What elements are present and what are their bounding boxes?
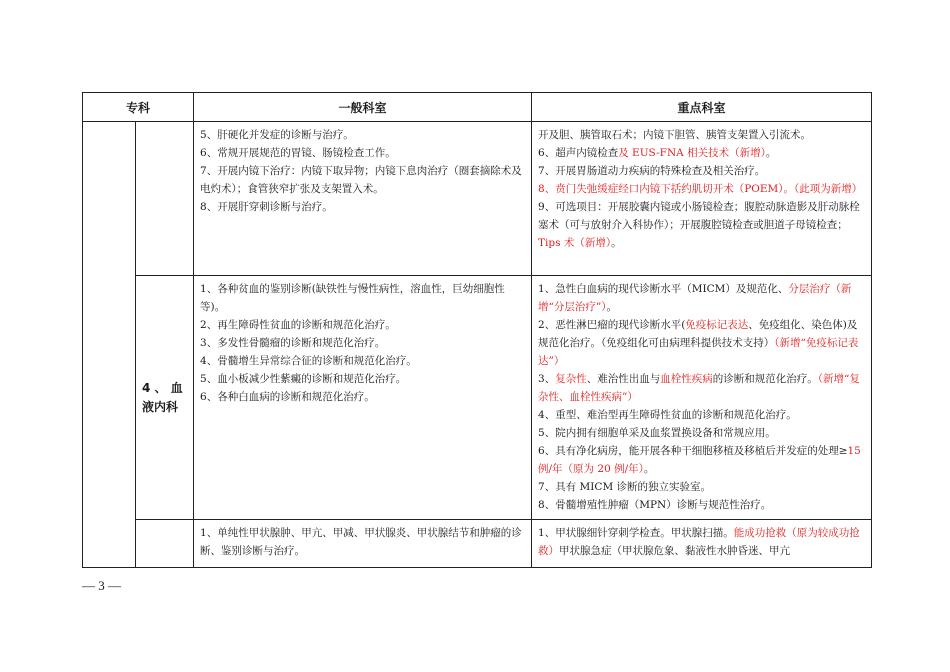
new-change-text: （新增“免疫标记表达”）: [538, 337, 859, 367]
item-text: 。: [765, 147, 777, 159]
page-number: — 3 —: [82, 578, 121, 593]
general-item: 2、再生障碍性贫血的诊断和规范化治疗。: [200, 319, 396, 331]
item-text: 2、恶性淋巴瘤的现代诊断水平(: [538, 319, 686, 331]
specialty-hematology: [136, 276, 194, 520]
key-item: [538, 126, 865, 144]
specialty-label-line1: 4 、 血: [142, 380, 183, 395]
new-change-text: 分层治疗（新增“分层治疗”）: [538, 283, 852, 313]
general-item: 1、各种贫血的鉴别诊断(缺铁性与慢性病性，溶血性，巨幼细胞性等)。: [200, 283, 505, 313]
item-text: 8、骨髓增殖性肿瘤（MPN）诊断与规范性治疗。: [538, 499, 772, 511]
table-header-row: [83, 93, 872, 122]
new-change-text: 能成功抢救（原为较成功抢救）: [538, 527, 860, 557]
item-text: 7、具有 MICM 诊断的独立实验室。: [538, 481, 712, 493]
key-item: [538, 496, 865, 514]
general-cell: [194, 276, 532, 520]
key-item: [538, 442, 865, 478]
item-text: 1、急性白血病的现代诊断水平（MICM）及规范化、: [538, 283, 789, 295]
new-change-text: 及 EUS-FNA 相关技术（新增）: [618, 147, 766, 159]
new-change-text: 8、贲门失弛缓症经口内镜下括约肌切开术（POEM）。（此项为新增）: [538, 183, 863, 195]
outer-blank-cell: [83, 122, 136, 568]
general-item: 3、多发性骨髓瘤的诊断和规范化治疗。: [200, 337, 386, 349]
item-text: 6、超声内镜检查: [538, 147, 619, 159]
item-text: 7、开展胃肠道动力疾病的特殊检查及相关治疗。: [538, 165, 766, 177]
key-cell: [532, 520, 872, 568]
key-item: [538, 316, 865, 370]
item-text: 1、甲状腺细针穿刺学检查。甲状腺扫描。: [538, 527, 734, 539]
header-key: 重点科室: [532, 93, 872, 122]
general-cell: [194, 122, 532, 276]
item-text: 。: [643, 463, 655, 475]
general-item: 4、骨髓增生异常综合征的诊断和规范化治疗。: [200, 355, 417, 367]
item-text: 9、可选项目：开展胶囊内镜或小肠镜检查；腹腔动脉造影及肝动脉栓塞术（可与放射介入科协作）；开展腹腔镜检查或胆道子母镜检查；: [538, 201, 860, 231]
specialty-cell-blank: [136, 520, 194, 568]
item-text: 。: [606, 301, 618, 313]
key-cell: [532, 276, 872, 520]
general-item: 7、开展内镜下治疗：内镜下取异物；内镜下息肉治疗（圈套摘除术及电灼术）；食管狭窄扩张及支架置入术。: [200, 165, 522, 195]
general-item: 1、单纯性甲状腺肿、甲亢、甲减、甲状腺炎、甲状腺结节和肿瘤的诊断、鉴别诊断与治疗。: [200, 527, 522, 557]
general-item: 5、血小板减少性紫癜的诊断和规范化治疗。: [200, 373, 407, 385]
key-item: [538, 198, 865, 252]
item-text: 4、重型、难治型再生障碍性贫血的诊断和规范化治疗。: [538, 409, 797, 421]
item-text: 、免疫组化、染色体)及规范化治疗。（免疫组化可由病理科提供技术支持）: [538, 319, 858, 349]
table-row: [83, 122, 872, 276]
general-item: 5、肝硬化并发症的诊断与治疗。: [200, 129, 354, 141]
key-item: [538, 280, 865, 316]
new-change-text: Tips 术（新增）: [538, 237, 612, 249]
item-text: 5、院内拥有细胞单采及血浆置换设备和常规应用。: [538, 427, 776, 439]
item-text: 甲状腺急症（甲状腺危象、黏液性水肿昏迷、甲亢: [559, 545, 791, 557]
item-text: 6、具有净化病房，能开展各种干细胞移植及移植后并发症的处理≥: [538, 445, 848, 457]
key-cell: [532, 122, 872, 276]
general-item: 6、常规开展规范的胃镜、肠镜检查工作。: [200, 147, 396, 159]
table-row: [83, 520, 872, 568]
header-specialty: 专科: [83, 93, 194, 122]
new-change-text: （新增“复杂性、血栓性疾病”）: [538, 373, 860, 403]
table-row: [83, 276, 872, 520]
general-item: 6、各种白血病的诊断和规范化治疗。: [200, 391, 375, 403]
new-change-text: 免疫标记表达: [685, 319, 749, 331]
item-text: 开及胆、胰管取石术；内镜下胆管、胰管支架置入引流术。: [538, 129, 812, 141]
general-item: 8、开展肝穿刺诊断与治疗。: [200, 201, 333, 213]
new-change-text: 15 例/年（原为 20 例/年）: [538, 445, 861, 475]
key-item: [538, 144, 865, 162]
key-item: [538, 180, 865, 198]
key-item: [538, 524, 865, 560]
general-cell: [194, 520, 532, 568]
key-item: [538, 478, 865, 496]
key-item: [538, 370, 865, 406]
key-item: [538, 424, 865, 442]
header-general: 一般科室: [194, 93, 532, 122]
item-text: 、难治性出血与: [586, 373, 661, 385]
new-change-text: 复杂性: [555, 373, 587, 385]
item-text: 。: [611, 237, 622, 249]
key-item: [538, 162, 865, 180]
specialty-table: [82, 92, 872, 568]
item-text: 的诊断和规范化治疗。: [712, 373, 818, 385]
key-item: [538, 406, 865, 424]
new-change-text: 血栓性疾病: [660, 373, 713, 385]
specialty-cell-blank: [136, 122, 194, 276]
specialty-label-line2: 液内科: [142, 399, 179, 414]
item-text: 3、: [538, 373, 556, 385]
